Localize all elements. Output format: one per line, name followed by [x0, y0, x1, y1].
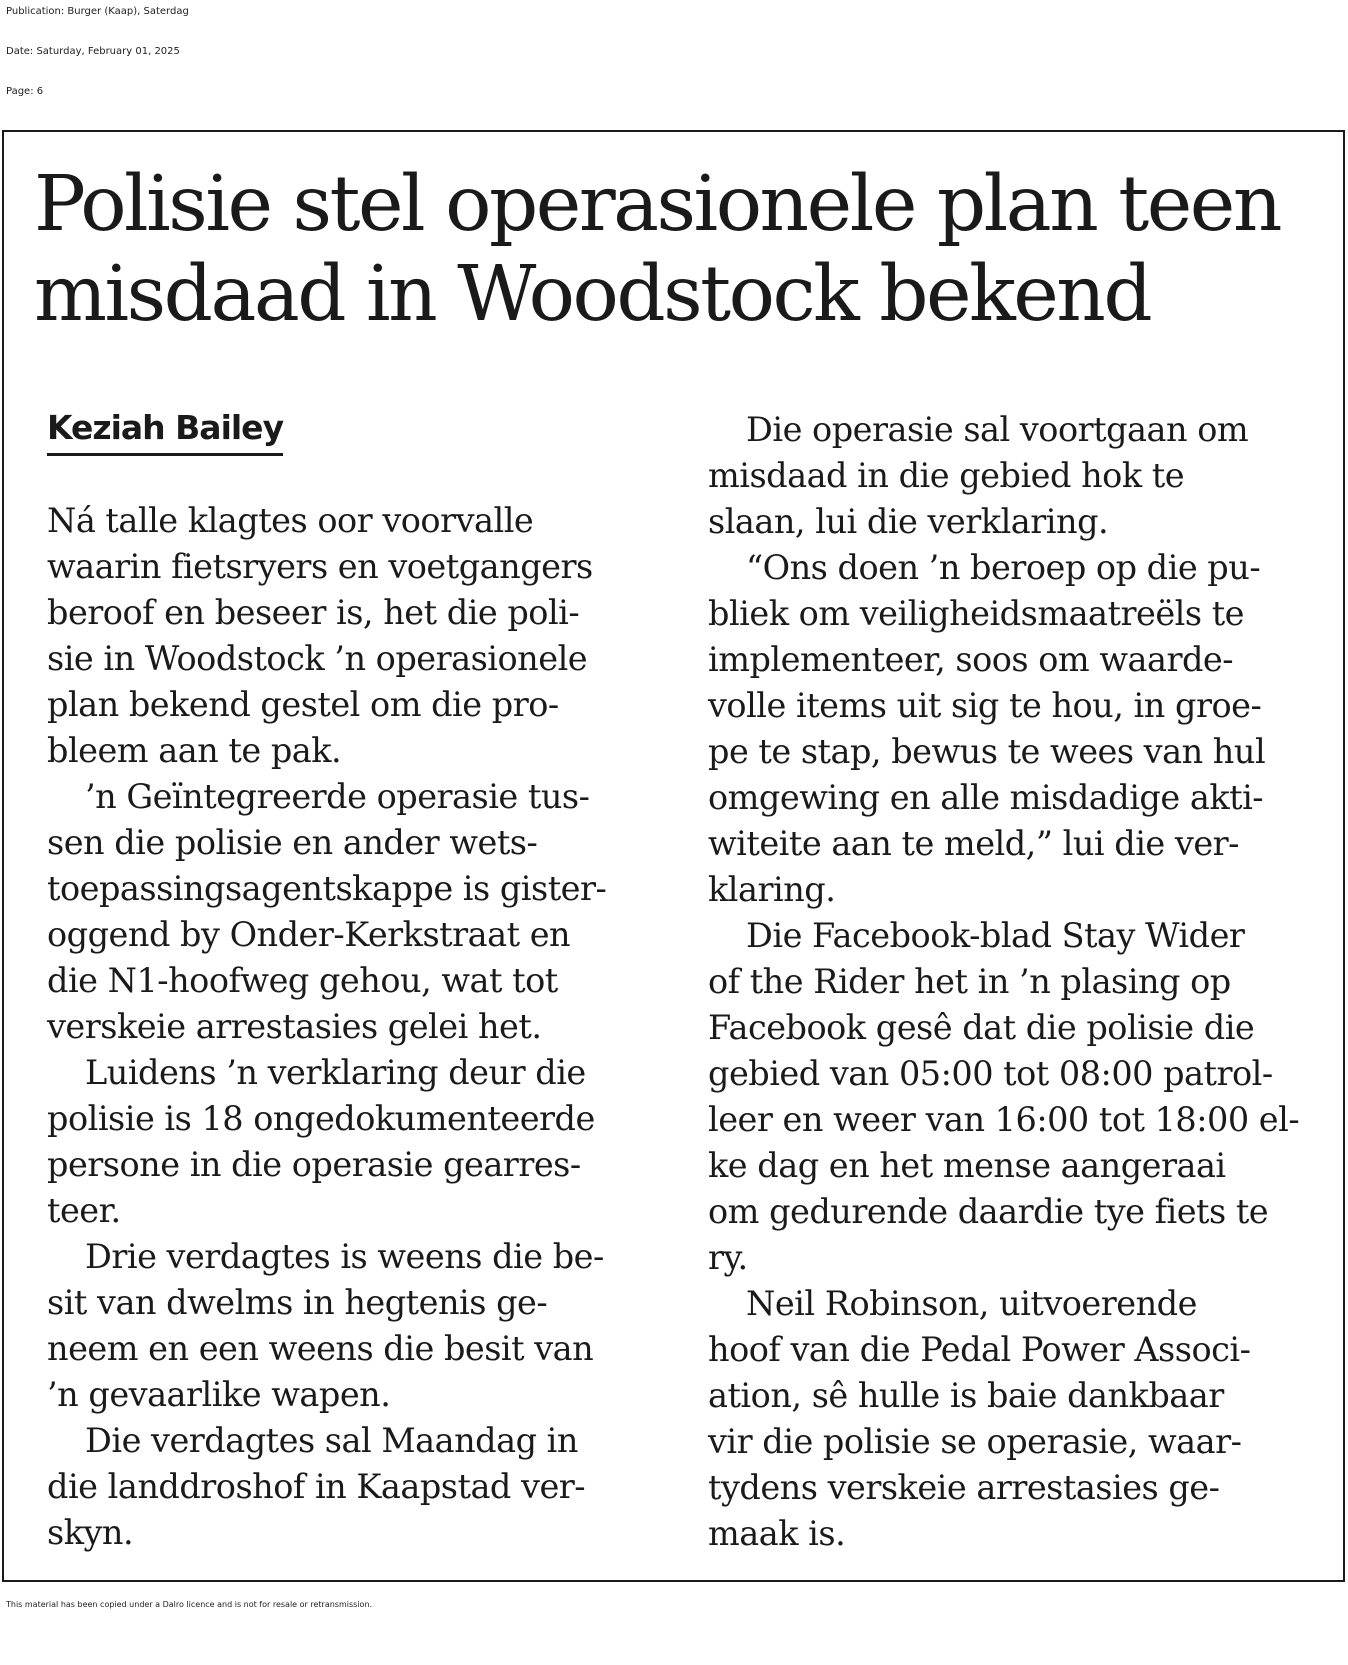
body-text-line: Neil Robinson, uitvoerende	[746, 1284, 1197, 1323]
body-text-line: Facebook gesê dat die polisie die	[708, 1008, 1255, 1047]
body-text-line: persone in die operasie gearres-	[47, 1145, 581, 1184]
body-text-line: ry.	[708, 1238, 748, 1277]
body-text-line: hoof van die Pedal Power Associ-	[708, 1330, 1251, 1369]
body-text-line: Drie verdagtes is weens die be-	[85, 1237, 604, 1276]
article-headline	[34, 160, 1324, 340]
body-text-line: tydens verskeie arrestasies ge-	[708, 1468, 1220, 1507]
body-text-line: verskeie arrestasies gelei het.	[47, 1007, 542, 1046]
body-text-line: oggend by Onder-Kerkstraat en	[47, 915, 571, 954]
headline-line: Polisie stel operasionele plan teen	[34, 160, 1280, 249]
body-text-line: skyn.	[47, 1513, 134, 1552]
body-text-line: ’n Geïntegreerde operasie tus-	[85, 777, 590, 816]
body-text-line: neem en een weens die besit van	[47, 1329, 594, 1368]
body-text-line: leer en weer van 16:00 tot 18:00 el-	[708, 1100, 1300, 1139]
body-text-line: Die verdagtes sal Maandag in	[85, 1421, 578, 1460]
page-label: Page: 6	[6, 86, 44, 97]
body-text-line: die landdroshof in Kaapstad ver-	[47, 1467, 586, 1506]
body-text-line: om gedurende daardie tye fiets te	[708, 1192, 1269, 1231]
body-text-line: gebied van 05:00 tot 08:00 patrol-	[708, 1054, 1273, 1093]
body-text-line: teer.	[47, 1191, 121, 1230]
date-label: Date: Saturday, February 01, 2025	[6, 46, 180, 57]
body-text-line: ke dag en het mense aangeraai	[708, 1146, 1226, 1185]
body-text-line: implementeer, soos om waarde-	[708, 640, 1234, 679]
body-text-line: polisie is 18 ongedokumenteerde	[47, 1099, 595, 1138]
body-text-line: klaring.	[708, 870, 836, 909]
body-text-line: volle items uit sig te hou, in groe-	[708, 686, 1262, 725]
body-text-line: toepassingsagentskappe is gister-	[47, 869, 607, 908]
body-text-line: bliek om veiligheidsmaatreëls te	[708, 594, 1244, 633]
article-byline: Keziah Bailey	[47, 407, 283, 456]
article-left-column	[47, 498, 606, 1556]
body-text-line: beroof en beseer is, het die poli-	[47, 593, 580, 632]
body-text-line: “Ons doen ’n beroep op die pu-	[746, 548, 1261, 587]
body-text-line: sen die polisie en ander wets-	[47, 823, 538, 862]
body-text-line: plan bekend gestel om die pro-	[47, 685, 559, 724]
body-text-line: witeite aan te meld,” lui die ver-	[708, 824, 1239, 863]
body-text-line: omgewing en alle misdadige akti-	[708, 778, 1264, 817]
body-text-line: Ná talle klagtes oor voorvalle	[47, 501, 534, 540]
body-text-line: die N1-hoofweg gehou, wat tot	[47, 961, 558, 1000]
publication-label: Publication: Burger (Kaap), Saterdag	[6, 6, 189, 17]
body-text-line: Die Facebook-blad Stay Wider	[746, 916, 1245, 955]
body-text-line: misdaad in die gebied hok te	[708, 456, 1185, 495]
body-text-line: sie in Woodstock ’n operasionele	[47, 639, 588, 678]
body-text-line: ation, sê hulle is baie dankbaar	[708, 1376, 1224, 1415]
body-text-line: of the Rider het in ’n plasing op	[708, 962, 1231, 1001]
body-text-line: sit van dwelms in hegtenis ge-	[47, 1283, 548, 1322]
body-text-line: bleem aan te pak.	[47, 731, 342, 770]
body-text-line: vir die polisie se operasie, waar-	[708, 1422, 1242, 1461]
body-text-line: slaan, lui die verklaring.	[708, 502, 1109, 541]
body-text-line: pe te stap, bewus te wees van hul	[708, 732, 1266, 771]
body-text-line: waarin fietsryers en voetgangers	[47, 547, 593, 586]
body-text-line: maak is.	[708, 1514, 846, 1553]
headline-line: misdaad in Woodstock bekend	[34, 250, 1151, 339]
body-text-line: ’n gevaarlike wapen.	[47, 1375, 391, 1414]
body-text-line: Luidens ’n verklaring deur die	[85, 1053, 586, 1092]
body-text-line: Die operasie sal voortgaan om	[746, 410, 1249, 449]
copyright-notice: This material has been copied under a Dalro licence and is not for resale or retransmission.	[6, 1600, 373, 1609]
article-right-column	[708, 407, 1299, 1557]
